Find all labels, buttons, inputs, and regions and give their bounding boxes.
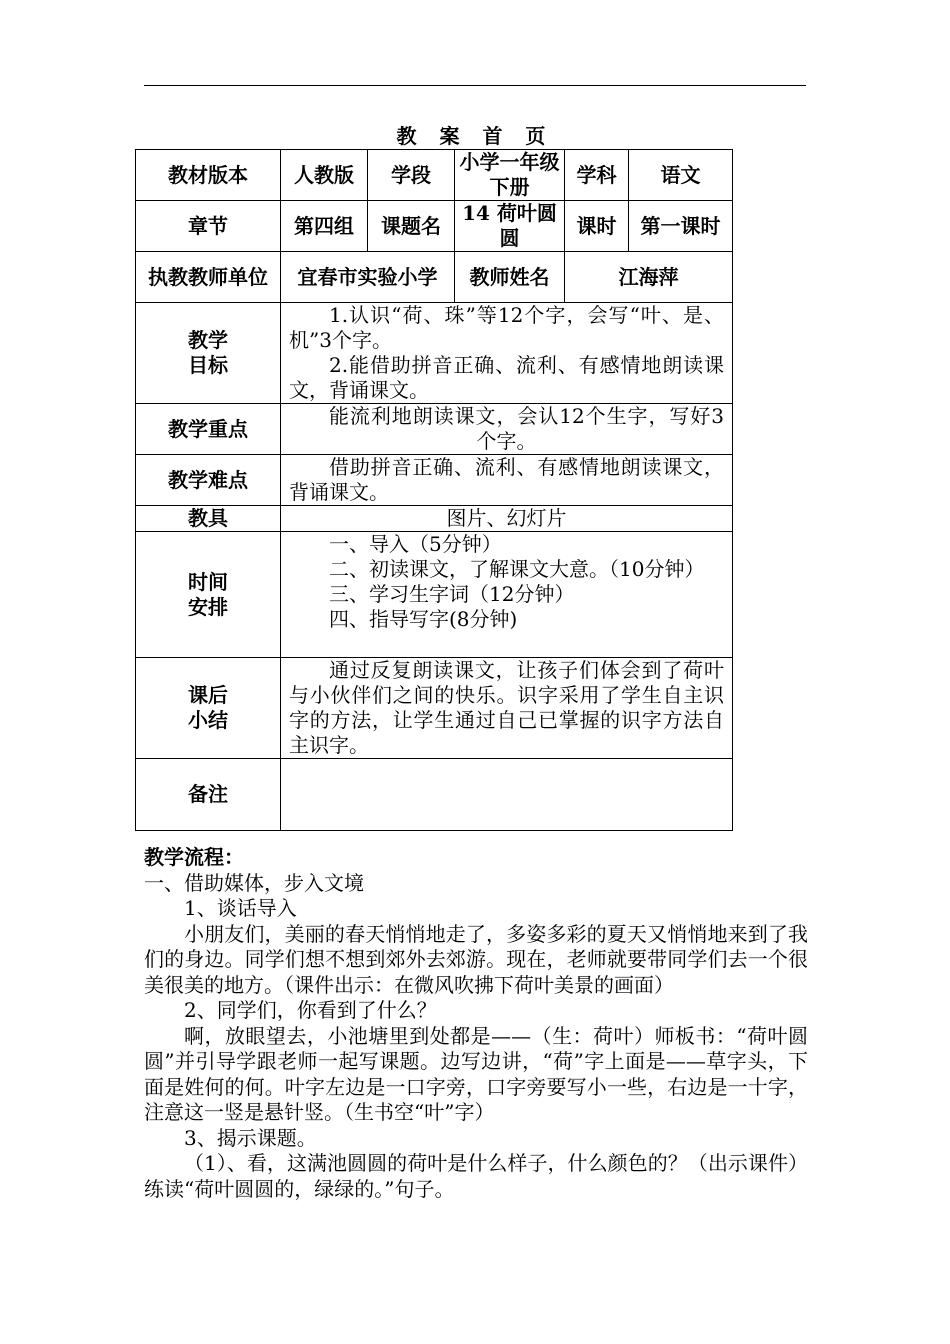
cell-label-key-points: 教学重点 bbox=[136, 404, 281, 455]
table-row bbox=[136, 252, 733, 303]
table-row bbox=[136, 506, 733, 532]
cell-key-points bbox=[281, 404, 733, 455]
schedule-item: 三、学习生字词（12分钟） bbox=[329, 582, 575, 606]
cell-label-stage: 学段 bbox=[368, 150, 455, 201]
header-rule bbox=[144, 85, 806, 86]
cell-label-lesson-title: 课题名 bbox=[368, 201, 455, 252]
schedule-item: 二、初读课文，了解课文大意。（10分钟） bbox=[329, 557, 705, 581]
table-row bbox=[136, 658, 733, 759]
teaching-process bbox=[144, 845, 808, 1202]
cell-label-goals bbox=[136, 303, 281, 404]
table-row bbox=[136, 150, 733, 201]
process-paragraph: 啊，放眼望去，小池塘里到处都是——（生：荷叶）师板书：“荷叶圆圆”并引导学跟老师一起写课题。边写边讲，“荷”字上面是——草字头，下面是姓何的何。叶字左边是一口字旁，口字旁要写小一些，右边是一十字，注意这一竖是悬针竖。（生书空“叶”字） bbox=[144, 1023, 808, 1124]
cell-label-remarks: 备注 bbox=[136, 759, 281, 831]
section-heading: 一、借助媒体，步入文境 bbox=[144, 870, 364, 895]
difficulties-text: 借助拼音正确、流利、有感情地朗读课文，背诵课文。 bbox=[289, 455, 724, 504]
cell-label-subject: 学科 bbox=[565, 150, 629, 201]
table-row bbox=[136, 303, 733, 404]
cell-chapter: 第四组 bbox=[281, 201, 368, 252]
goals-label-line2: 目标 bbox=[188, 353, 228, 377]
cell-remarks bbox=[281, 759, 733, 831]
key-points-text: 能流利地朗读课文，会认12个生字，写好3个字。 bbox=[329, 404, 724, 453]
step-heading: 3、揭示课题。 bbox=[184, 1125, 317, 1150]
cell-stage: 小学一年级下册 bbox=[455, 150, 565, 201]
table-row bbox=[136, 455, 733, 506]
cell-label-summary bbox=[136, 658, 281, 759]
table-row bbox=[136, 404, 733, 455]
summary-label-line1: 课后 bbox=[188, 683, 228, 707]
cell-label-chapter: 章节 bbox=[136, 201, 281, 252]
table-row bbox=[136, 201, 733, 252]
schedule-label-line2: 安排 bbox=[188, 594, 228, 619]
cell-label-tools: 教具 bbox=[136, 506, 281, 532]
lesson-info-table bbox=[135, 149, 733, 831]
cell-label-schedule bbox=[136, 532, 281, 658]
cell-label-teacher-unit: 执教教师单位 bbox=[136, 252, 281, 303]
summary-text: 通过反复朗读课文，让孩子们体会到了荷叶与小伙伴们之间的快乐。识字采用了学生自主识字的方法，让学生通过自己已掌握的识字方法自主识字。 bbox=[289, 658, 724, 757]
summary-label-line2: 小结 bbox=[188, 708, 228, 732]
cell-label-edition: 教材版本 bbox=[136, 150, 281, 201]
step-heading: 1、谈话导入 bbox=[184, 896, 297, 920]
schedule-item: 一、导入（5分钟） bbox=[329, 532, 502, 556]
process-paragraph: 小朋友们，美丽的春天悄悄地走了，多姿多彩的夏天又悄悄地来到了我们的身边。同学们想不想到郊外去郊游。现在，老师就要带同学们去一个很美很美的地方。（课件出示：在微风吹拂下荷叶美景的画面） bbox=[144, 921, 808, 997]
cell-teacher-unit: 宜春市实验小学 bbox=[281, 252, 455, 303]
cell-lesson-title: 14 荷叶圆圆 bbox=[455, 201, 565, 252]
schedule-label-line1: 时间 bbox=[188, 569, 228, 594]
cell-subject: 语文 bbox=[629, 150, 733, 201]
goal-line-2: 2.能借助拼音正确、流利、有感情地朗读课文，背诵课文。 bbox=[289, 353, 724, 402]
cell-label-period: 课时 bbox=[565, 201, 629, 252]
cell-summary bbox=[281, 658, 733, 759]
goals-label-line1: 教学 bbox=[188, 328, 228, 352]
cell-label-teacher-name: 教师姓名 bbox=[455, 252, 565, 303]
process-paragraph: （1）、看，这满池圆圆的荷叶是什么样子，什么颜色的？（出示课件）练读“荷叶圆圆的，绿绿的。”句子。 bbox=[144, 1151, 808, 1201]
cell-schedule bbox=[281, 532, 733, 658]
cell-label-difficulties: 教学难点 bbox=[136, 455, 281, 506]
cell-teacher-name: 江海萍 bbox=[565, 252, 733, 303]
page-title: 教 案 首 页 bbox=[396, 124, 554, 148]
table-row bbox=[136, 759, 733, 831]
process-heading: 教学流程： bbox=[144, 845, 244, 869]
table-row bbox=[136, 532, 733, 658]
cell-goals bbox=[281, 303, 733, 404]
cell-period: 第一课时 bbox=[629, 201, 733, 252]
schedule-item: 四、指导写字(8分钟) bbox=[329, 607, 518, 631]
cell-tools: 图片、幻灯片 bbox=[281, 506, 733, 532]
goal-line-1: 1.认识“荷、珠”等12个字，会写“叶、是、机”3个字。 bbox=[289, 303, 724, 352]
cell-edition: 人教版 bbox=[281, 150, 368, 201]
cell-difficulties bbox=[281, 455, 733, 506]
step-heading: 2、同学们，你看到了什么？ bbox=[184, 998, 437, 1022]
